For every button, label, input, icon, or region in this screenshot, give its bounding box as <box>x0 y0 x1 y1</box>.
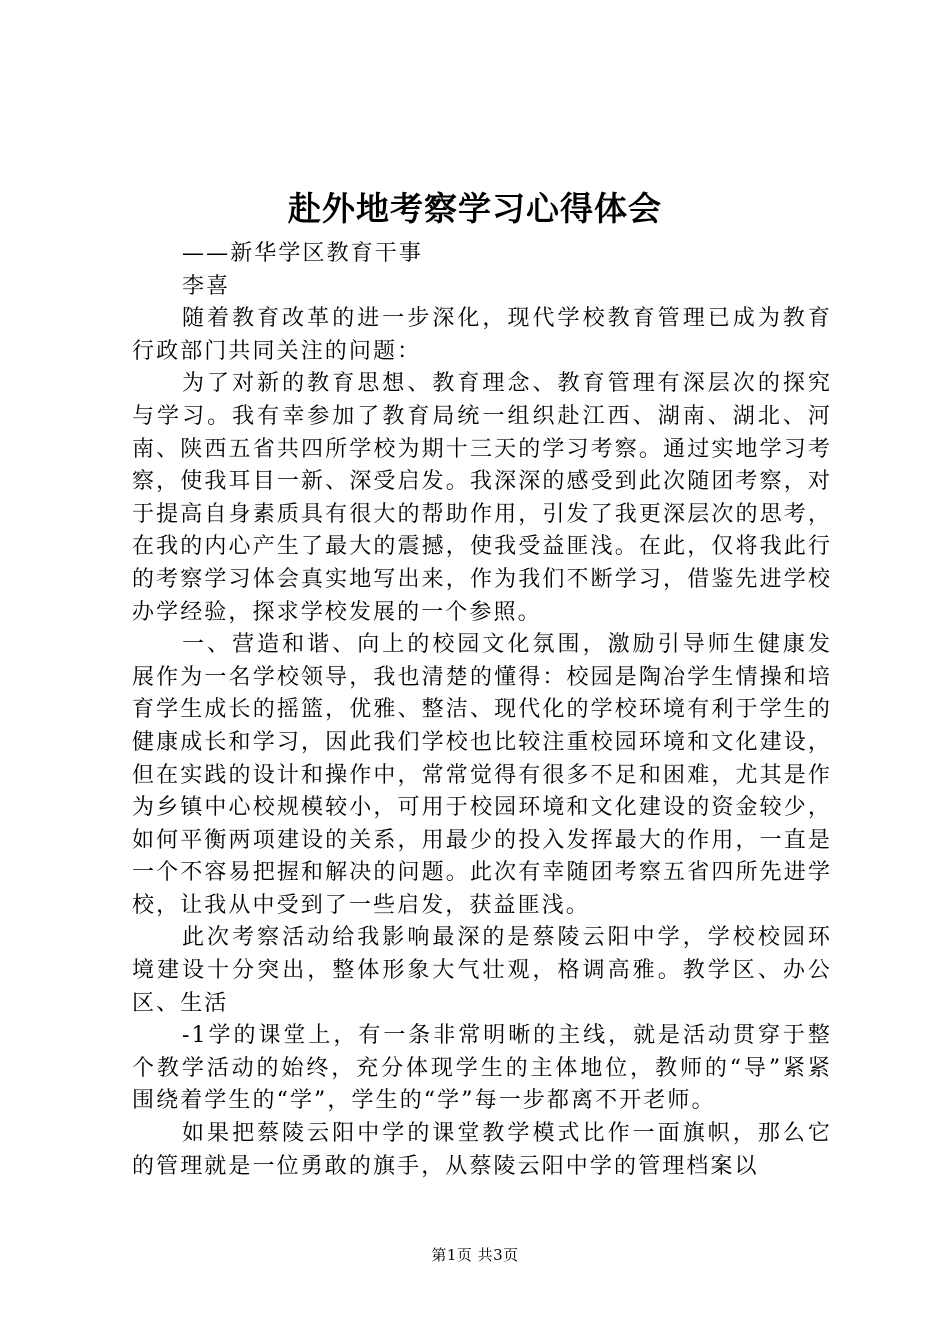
paragraph: 随着教育改革的进一步深化，现代学校教育管理已成为教育行政部门共同关注的问题： <box>132 306 832 364</box>
paragraph: 如果把蔡陵云阳中学的课堂教学模式比作一面旗帜，那么它的管理就是一位勇敢的旗手，从蔡陵云阳中学的管理档案以 <box>132 1121 832 1179</box>
document-body <box>132 238 832 1183</box>
document-title: 赴外地考察学习心得体会 <box>288 189 662 228</box>
paragraph: 此次考察活动给我影响最深的是蔡陵云阳中学，学校校园环境建设十分突出，整体形象大气壮观，格调高雅。教学区、办公区、生活 <box>132 925 832 1016</box>
paragraph: 一、营造和谐、向上的校园文化氛围，激励引导师生健康发展作为一名学校领导，我也清楚的懂得：校园是陶冶学生情操和培育学生成长的摇篮，优雅、整洁、现代化的学校环境有利于学生的健康成长和学习，因此我们学校也比较注重校园环境和文化建设，但在实践的设计和操作中，常常觉得有很多不足和困难，尤其是作为乡镇中心校规模较小，可用于校园环境和文化建设的资金较少，如何平衡两项建设的关系，用最少的投入发挥最大的作用，一直是一个不容易把握和解决的问题。此次有幸随团考察五省四所先进学校，让我从中受到了一些启发，获益匪浅。 <box>132 632 832 918</box>
page-number-footer: 第1页 共3页 <box>431 1246 519 1264</box>
paragraph: -1学的课堂上，有一条非常明晰的主线，就是活动贯穿于整个教学活动的始终，充分体现学生的主体地位，教师的“导”紧紧围绕着学生的“学”，学生的“学”每一步都离不开老师。 <box>132 1023 832 1114</box>
byline: ——新华学区教育干事 <box>182 241 424 266</box>
author-name: 李喜 <box>182 273 231 299</box>
paragraph: 为了对新的教育思想、教育理念、教育管理有深层次的探究与学习。我有幸参加了教育局统一组织赴江西、湖南、湖北、河南、陕西五省共四所学校为期十三天的学习考察。通过实地学习考察，使我耳目一新、深受启发。我深深的感受到此次随团考察，对于提高自身素质具有很大的帮助作用，引发了我更深层次的思考，在我的内心产生了最大的震撼，使我受益匪浅。在此，仅将我此行的考察学习体会真实地写出来，作为我们不断学习，借鉴先进学校办学经验，探求学校发展的一个参照。 <box>132 371 832 625</box>
